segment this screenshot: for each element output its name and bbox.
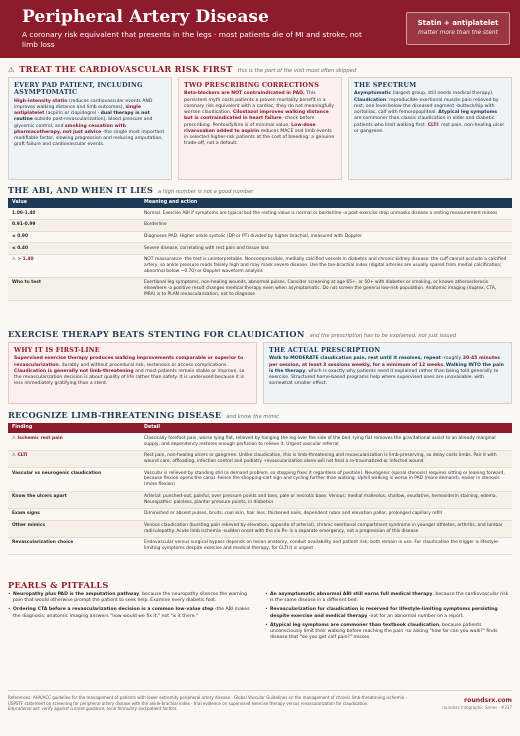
box-title: THE SPECTRUM bbox=[354, 81, 417, 89]
list-item: • Atypical leg symptoms are commoner than textbook claudication, because patients unconsciously limit their walking before reaching the pain -so asking "how far can you walk?" finds disease that "do you get calf pain?" misses. bbox=[265, 623, 512, 642]
references-text: References: AHA/ACC guideline for the management of patients with lower extremity peripheral artery disease · Global Vascular Guidelines on the management of chronic limb-threatening ischemia · USPSTF statement on screening for peripheral artery disease with the ankle-brachial index · trial evidence on supervised exercise therapy versus revascularization for claudication. bbox=[8, 695, 407, 706]
pearls-title: PEARLS & PITFALLS bbox=[8, 580, 109, 590]
row-value: Normal. Exercise ABI if symptoms are typical but the resting value is normal or borderline -a post-exercise drop unmasks disease a resting measurement misses bbox=[140, 208, 512, 219]
table-row bbox=[8, 278, 512, 301]
section-cv-risk-header bbox=[8, 64, 512, 75]
table-row bbox=[8, 537, 512, 554]
list-item: • Neuropathy plus PAD is the amputation pathway, because the neuropathy silences the warning pain that would otherwise prompt the patient to seek help. Examine every diabetic foot. bbox=[8, 592, 255, 604]
section-note: and know the mimic bbox=[226, 414, 280, 420]
table-row bbox=[8, 433, 512, 450]
section-exercise-header bbox=[8, 329, 512, 340]
table-header: Value bbox=[8, 198, 140, 208]
table-row bbox=[8, 208, 512, 219]
section-title: EXERCISE THERAPY BEATS STENTING FOR CLAUDICATION bbox=[8, 329, 305, 339]
box-title: EVERY PAD PATIENT, INCLUDING ASYMPTOMATIC bbox=[14, 81, 143, 97]
row-value: Rest pain, non-healing ulcers or gangrene. Unlike claudication, this is limb-threatening and revascularization is limb-preserving, so delay costs limbs. Pair it with wound care, offloading, infection control and podiatry -revascularization alone will not heal a re-traumatized or infected wound bbox=[140, 450, 512, 467]
row-key: ⚠ CLTI bbox=[8, 450, 140, 467]
box-text: Beta-blockers are NOT contraindicated in PAD. This persistent myth costs patients a proven mortality benefit in a coronary risk equivalent with a cardiac; they do not meaningfully worsen claudication. Cilostazol improves walking distance but is contraindicated in heart failure -check before prescribing. Pentoxifylline is of minimal value. Low-dose rivaroxaban added to aspirin reduces MACE and limb events in selected higher-risk patients at the cost of bleeding: a genuine trade-off, not a default. bbox=[184, 91, 335, 147]
section-abi-header bbox=[8, 185, 512, 196]
section-note: a high number is not a good number bbox=[158, 189, 254, 195]
table-row bbox=[8, 508, 512, 520]
row-key: ≤ 0.90 bbox=[8, 231, 140, 243]
table-header: Finding bbox=[8, 423, 140, 433]
table-header: Meaning and action bbox=[140, 198, 512, 208]
page-header bbox=[0, 0, 520, 58]
badge-subtitle: matter more than the stent bbox=[418, 30, 498, 37]
row-key: Who to test bbox=[8, 278, 140, 301]
pearls-right-column bbox=[265, 592, 512, 645]
row-key: ≤ 0.40 bbox=[8, 243, 140, 255]
row-key: Other mimics bbox=[8, 520, 140, 537]
row-value: Borderline bbox=[140, 220, 512, 232]
box-spectrum bbox=[348, 77, 512, 180]
pearls-left-column bbox=[8, 592, 255, 623]
table-row bbox=[8, 254, 512, 277]
list-item: • Ordering CTA before a revascularization decision is a common low-value step -the ABI makes the diagnosis; anatomic imaging answers "how would we fix it," not "is it there." bbox=[8, 607, 255, 619]
section-title: RECOGNIZE LIMB-THREATENING DISEASE bbox=[8, 410, 222, 420]
table-row bbox=[8, 491, 512, 508]
table-row bbox=[8, 520, 512, 537]
row-key: Exam signs bbox=[8, 508, 140, 520]
series-label: roundsrx Infographic Series · #237 bbox=[442, 705, 512, 711]
row-value: Arterial: punched-out, painful, over pressure points and toes, pale or necrotic base. Venous: medial malleolus, shallow, exudative, hemosiderin staining, edema. Neuropathic: painless, plantar pressure points, in diabetics bbox=[140, 491, 512, 508]
box-text: Supervised exercise therapy produces walking improvements comparable or superior to revascularization, durably and without procedural risk, restenosis or access complications. Claudication is generally not limb-threatening and most patients remain stable or improve, so the revascularization decision is about quality of life rather than safety. It is underused because it is less immediately gratifying than a stent. bbox=[14, 356, 245, 387]
row-key: ⚠ > 1.40 bbox=[8, 254, 140, 277]
box-why-first-line bbox=[8, 342, 257, 404]
row-value: Diagnoses PAD. Higher ankle systolic (DP or PT) divided by higher brachial, measured with Doppler bbox=[140, 231, 512, 243]
table-row bbox=[8, 220, 512, 232]
row-value: Diminished or absent pulses, bruits, cool skin, hair loss, thickened nails, dependent rubor and elevation pallor, prolonged capillary refill bbox=[140, 508, 512, 520]
row-key: ⚠ Ischemic rest pain bbox=[8, 433, 140, 450]
box-title: THE ACTUAL PRESCRIPTION bbox=[269, 346, 381, 354]
row-key: 1.00-1.40 bbox=[8, 208, 140, 219]
table-row bbox=[8, 450, 512, 467]
table-row bbox=[8, 243, 512, 255]
box-every-pad-patient bbox=[8, 77, 172, 180]
disclaimer: Educational aid: verify against current guidance, local formulary and patient factors. bbox=[8, 706, 178, 712]
header-badge bbox=[406, 12, 510, 45]
limb-table-wrap bbox=[8, 423, 512, 555]
abi-table bbox=[8, 198, 512, 301]
box-text: Walk to MODERATE claudication pain, rest until it resolves, repeat -roughly 30-45 minutes per session, at least 3 sessions weekly, for a minimum of 12 weeks. Walking INTO the pain is the therapy, which is exactly why patients need it explained rather than being told generally to exercise. Structured home-based programs help where supervised ones are unavailable, with somewhat smaller effect. bbox=[269, 356, 504, 387]
row-value: Vascular is relieved by standing still (a demand problem, so stopping fixes it regardless of position). Neurogenic (spinal stenosis) requires sitting or leaning forward, because flexion opens the canal -hence the shopping-cart sign and cycling further than walking. Uphill walking is worse in PAD (more demand), easier in stenosis (more flexion) bbox=[140, 468, 512, 491]
section-limb-threat-header bbox=[8, 410, 512, 421]
section-note: this is the part of the visit most often skipped bbox=[237, 68, 357, 74]
row-key: Vascular vs neurogenic claudication bbox=[8, 468, 140, 491]
page-footer bbox=[8, 690, 512, 712]
limb-threat-table bbox=[8, 423, 512, 555]
row-key: 0.91-0.99 bbox=[8, 220, 140, 232]
row-key: Revascularization choice bbox=[8, 537, 140, 554]
box-actual-prescription bbox=[263, 342, 512, 404]
row-value: Endovascular versus surgical bypass depends on lesion anatomy, conduit availability and patient risk; both remain in use. For claudication the trigger is lifestyle-limiting symptoms despite exercise and medical therapy; for CLTI it is urgent bbox=[140, 537, 512, 554]
box-text: High-intensity statin (reduces cardiovascular events AND improves walking distance and limb outcomes), single antiplatelet (aspirin or clopidogrel - dual therapy is not routine outside post-revascularization), blood pressure and glycemic control, and smoking cessation with pharmacotherapy, not just advice -the single most important modifiable factor, slowing progression and reducing amputation, graft failure and cardiovascular events. bbox=[14, 98, 165, 148]
box-prescribing-corrections bbox=[178, 77, 342, 180]
row-value: Venous claudication (bursting pain relieved by elevation, opposite of arterial), chronic exertional compartment syndrome in younger athletes, arthritis, and lumbar radiculopathy. Acute limb ischemia -sudden onset with the six Ps- is a separate emergency, not a progression of this disease bbox=[140, 520, 512, 537]
row-value: Severe disease, correlating with rest pain and tissue loss bbox=[140, 243, 512, 255]
warning-icon: ⚠ bbox=[8, 66, 15, 74]
section-title: TREAT THE CARDIOVASCULAR RISK FIRST bbox=[19, 64, 233, 74]
page-subtitle: A coronary risk equivalent that presents in the legs · most patients die of MI and stroke, not limb loss bbox=[22, 30, 362, 50]
section-title: THE ABI, AND WHEN IT LIES bbox=[8, 185, 154, 195]
references bbox=[8, 695, 408, 712]
row-value: NOT reassurance -the test is uninterpretable. Noncompressible, medially calcified vessels in diabetes and chronic kidney disease: the cuff cannot occlude a calcified artery, so ankle pressure reads falsely high and may mask severe disease. Use the toe-brachial index (digital arteries are usually spared from medial calcification; abnormal below ~0.70) or Doppler waveform analysis bbox=[140, 254, 512, 277]
list-item: • An asymptomatic abnormal ABI still earns full medical therapy, because the cardiovascular risk is the same disease in a different bed. bbox=[265, 592, 512, 604]
row-key: Know the ulcers apart bbox=[8, 491, 140, 508]
box-title: TWO PRESCRIBING CORRECTIONS bbox=[184, 81, 320, 89]
box-title: WHY IT IS FIRST-LINE bbox=[14, 346, 100, 354]
table-header: Detail bbox=[140, 423, 512, 433]
abi-table-wrap bbox=[8, 198, 512, 301]
row-value: Exertional leg symptoms, non-healing wounds, abnormal pulses. Consider screening at age 65+, or 50+ with diabetes or smoking, or known atherosclerosis elsewhere -a positive result changes medical therapy even when asymptomatic. Do not screen the general low-risk population. Anatomic imaging (duplex, CTA, MRA) is to PLAN revascularization, not to diagnose bbox=[140, 278, 512, 301]
site-link[interactable]: roundsrx.com bbox=[464, 697, 512, 704]
table-row bbox=[8, 231, 512, 243]
table-row bbox=[8, 468, 512, 491]
brand bbox=[442, 697, 512, 711]
section-note: and the prescription has to be explained, not just issued bbox=[309, 333, 457, 339]
box-text: Asymptomatic (largest group, still needs medical therapy). Claudication: reproducible exertional muscle pain relieved by rest, one level below the diseased segment -buttock/hip with aortoiliac, calf with femoropopliteal. Atypical leg symptoms are commoner than classic claudication in older and diabetic patients who limit walking first. CLTI: rest pain, non-healing ulcer or gangrene. bbox=[354, 91, 505, 134]
page-title: Peripheral Artery Disease bbox=[22, 7, 270, 27]
row-value: Classically forefoot pain, worse lying flat, relieved by hanging the leg over the side of the bed -lying flat removes the gravitational assist to an already marginal supply, and dependency restores enough perfusion to relieve it. Urgent vascular referral bbox=[140, 433, 512, 450]
list-item: • Revascularization for claudication is reserved for lifestyle-limiting symptoms persisting despite exercise and medical therapy -not for an abnormal number on a report. bbox=[265, 607, 512, 619]
pearls-section bbox=[8, 580, 512, 641]
badge-title: Statin + antiplatelet bbox=[417, 19, 499, 27]
